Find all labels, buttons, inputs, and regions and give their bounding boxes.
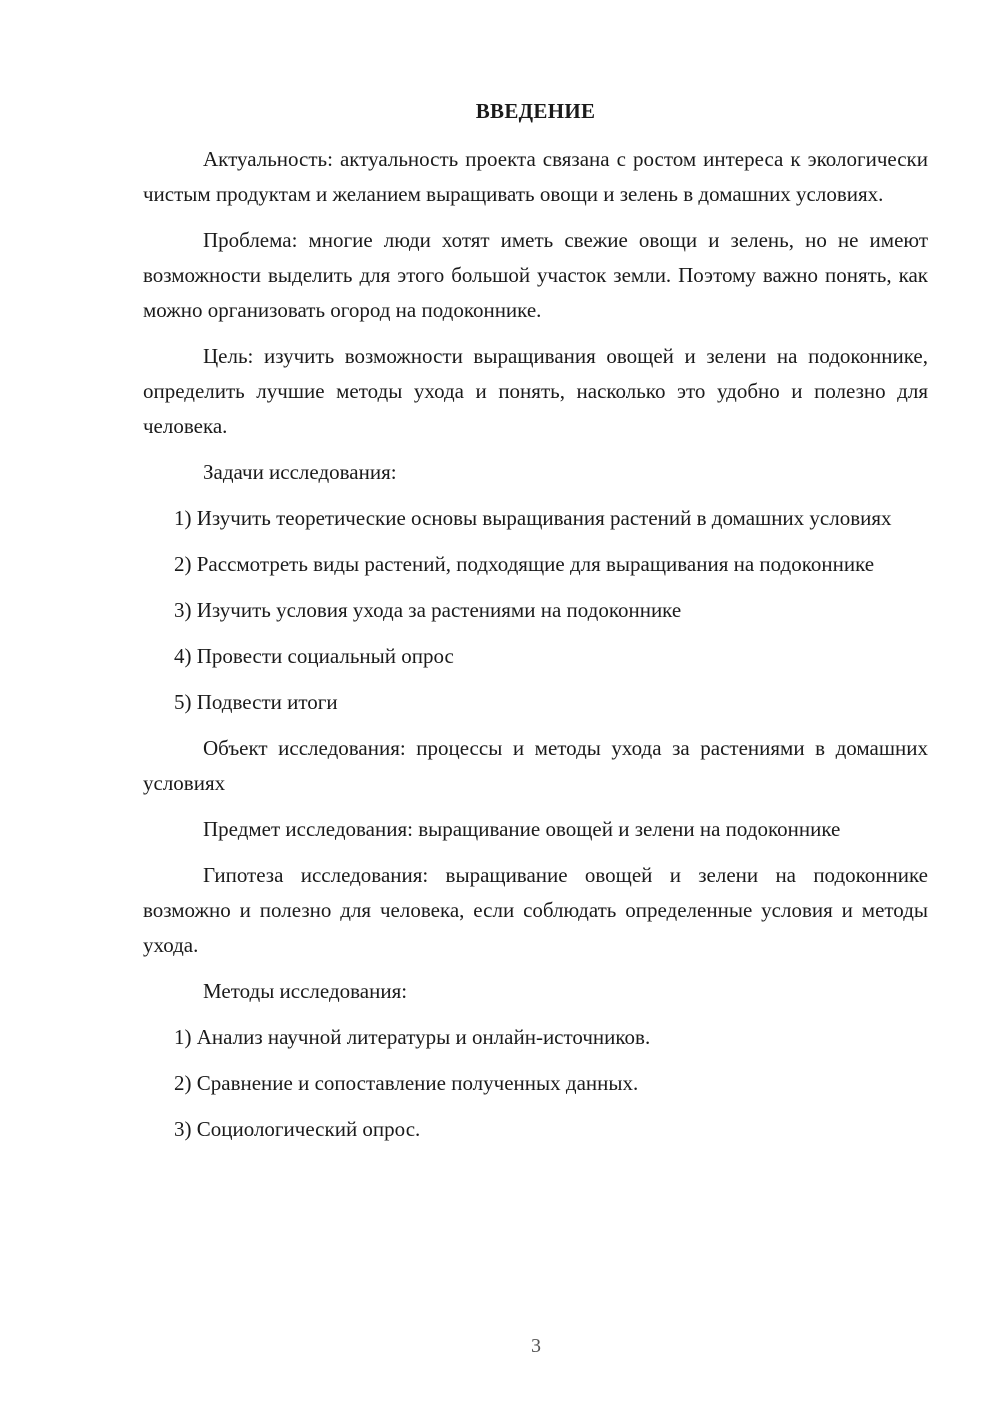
method-item: 3) Социологический опрос. — [174, 1117, 421, 1141]
method-item: 2) Сравнение и сопоставление полученных данных. — [174, 1071, 639, 1095]
subject-paragraph: Предмет исследования: выращивание овощей и зелени на подоконнике — [203, 817, 841, 841]
method-item: 1) Анализ научной литературы и онлайн-источников. — [174, 1025, 651, 1049]
task-item: 5) Подвести итоги — [174, 690, 338, 714]
page-title: ВВЕДЕНИЕ — [475, 99, 596, 123]
task-item: 1) Изучить теоретические основы выращивания растений в домашних условиях — [174, 506, 892, 530]
task-item: 3) Изучить условия ухода за растениями на подоконнике — [174, 598, 682, 622]
hypothesis-paragraph: Гипотеза исследования: выращивание овощей и зелени на подоконнике возможно и полезно для человека, если соблюдать определенные условия и методы ухода. — [143, 863, 928, 957]
problem-paragraph: Проблема: многие люди хотят иметь свежие овощи и зелень, но не имеют возможности выделить для этого большой участок земли. Поэтому важно понять, как можно организовать огород на подоконнике. — [143, 228, 928, 322]
task-item: 4) Провести социальный опрос — [174, 644, 454, 668]
task-item: 2) Рассмотреть виды растений, подходящие для выращивания на подоконнике — [174, 552, 875, 576]
goal-paragraph: Цель: изучить возможности выращивания овощей и зелени на подоконнике, определить лучшие методы ухода и понять, насколько это удобно и полезно для человека. — [143, 344, 928, 438]
tasks-heading: Задачи исследования: — [203, 460, 397, 484]
page-content — [143, 96, 928, 1158]
methods-heading: Методы исследования: — [203, 979, 408, 1003]
page-number: 3 — [531, 1335, 541, 1357]
relevance-paragraph: Актуальность: актуальность проекта связана с ростом интереса к экологически чистым продуктам и желанием выращивать овощи и зелень в домашних условиях. — [143, 147, 928, 206]
object-paragraph: Объект исследования: процессы и методы ухода за растениями в домашних условиях — [143, 736, 928, 795]
